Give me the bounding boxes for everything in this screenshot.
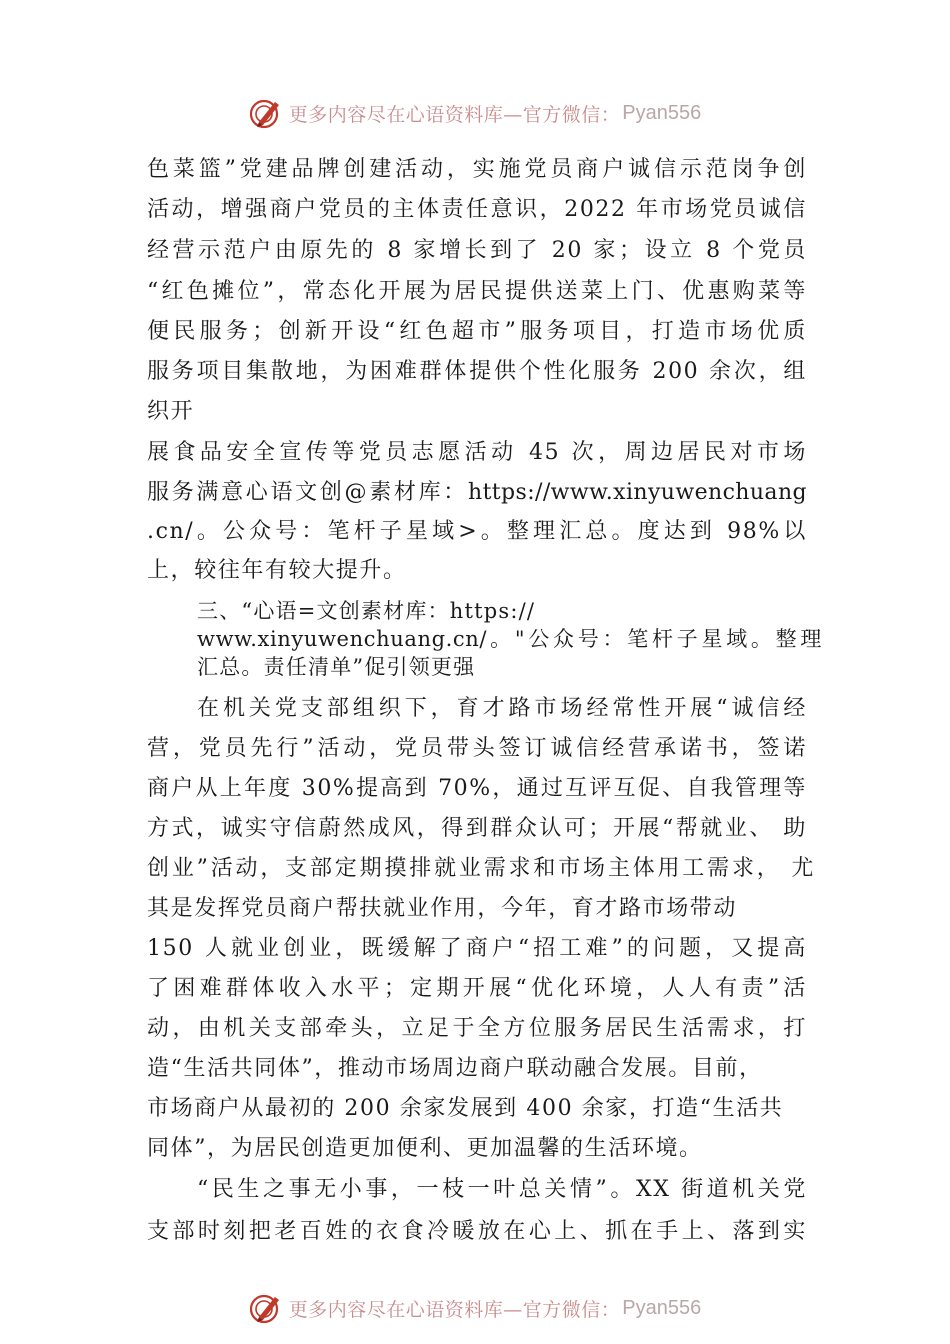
- text-line: .cn/。公众号：笔杆子星域>。整理汇总。度达到 98%以: [147, 519, 807, 544]
- text-line: 织开: [147, 399, 195, 424]
- section-heading-line: 汇总。责任清单”促引领更强: [197, 655, 476, 679]
- text-line: 商户从上年度 30%提高到 70%，通过互评互促、自我管理等: [147, 776, 807, 801]
- text-line: 市场商户从最初的 200 余家发展到 400 余家，打造“生活共: [147, 1096, 784, 1121]
- text-line: “民生之事无小事，一枝一叶总关情”。XX 街道机关党: [197, 1177, 807, 1202]
- text-line: 造“生活共同体”，推动市场周边商户联动融合发展。目前，: [147, 1056, 763, 1081]
- text-line: 服务满意心语文创@素材库：https://www.xinyuwenchuang: [147, 480, 807, 505]
- text-line: 经营示范户由原先的 8 家增长到了 20 家；设立 8 个党员: [147, 238, 807, 263]
- text-line: 150 人就业创业，既缓解了商户“招工难”的问题，又提高: [147, 936, 807, 961]
- text-line: “红色摊位”，常态化开展为居民提供送菜上门、优惠购菜等: [147, 279, 807, 304]
- text-line: 展食品安全宣传等党员志愿活动 45 次，周边居民对市场: [147, 440, 807, 465]
- wechat-handle: Pyan556: [622, 1296, 702, 1319]
- text-line: 方式，诚实守信蔚然成风，得到群众认可；开展“帮就业、 助: [147, 816, 807, 841]
- footer-banner: [0, 1288, 950, 1328]
- pen-logo-icon: [249, 1291, 283, 1325]
- text-line: 在机关党支部组织下，育才路市场经常性开展“诚信经: [197, 696, 807, 721]
- text-line: 营，党员先行”活动，党员带头签订诚信经营承诺书，签诺: [147, 736, 807, 761]
- banner-text: 更多内容尽在心语资料库—官方微信：: [288, 1298, 621, 1321]
- text-line: 支部时刻把老百姓的衣食冷暖放在心上、抓在手上、落到实: [147, 1219, 807, 1244]
- banner-text: 更多内容尽在心语资料库—官方微信：: [288, 103, 621, 126]
- text-line: 其是发挥党员商户帮扶就业作用，今年，育才路市场带动: [147, 896, 738, 921]
- text-line: 上，较往年有较大提升。: [147, 558, 407, 583]
- text-line: 活动，增强商户党员的主体责任意识，2022 年市场党员诚信: [147, 197, 807, 222]
- text-line: 便民服务；创新开设“红色超市”服务项目，打造市场优质: [147, 319, 807, 344]
- section-heading-line: 三、“心语=文创素材库：https://: [197, 599, 536, 623]
- text-line: 色菜篮”党建品牌创建活动，实施党员商户诚信示范岗争创: [147, 157, 807, 182]
- text-line: 动，由机关支部牵头，立足于全方位服务居民生活需求，打: [147, 1016, 807, 1041]
- text-line: 了困难群体收入水平；定期开展“优化环境，人人有责”活: [147, 976, 807, 1001]
- text-line: 同体”，为居民创造更加便利、更加温馨的生活环境。: [147, 1136, 703, 1161]
- section-heading-line: www.xinyuwenchuang.cn/。"公众号：笔杆子星域。整理: [197, 627, 822, 651]
- text-line: 服务项目集散地，为困难群体提供个性化服务 200 余次，组: [147, 359, 807, 384]
- text-line: 创业”活动，支部定期摸排就业需求和市场主体用工需求， 尤: [147, 856, 815, 881]
- wechat-handle: Pyan556: [622, 101, 702, 124]
